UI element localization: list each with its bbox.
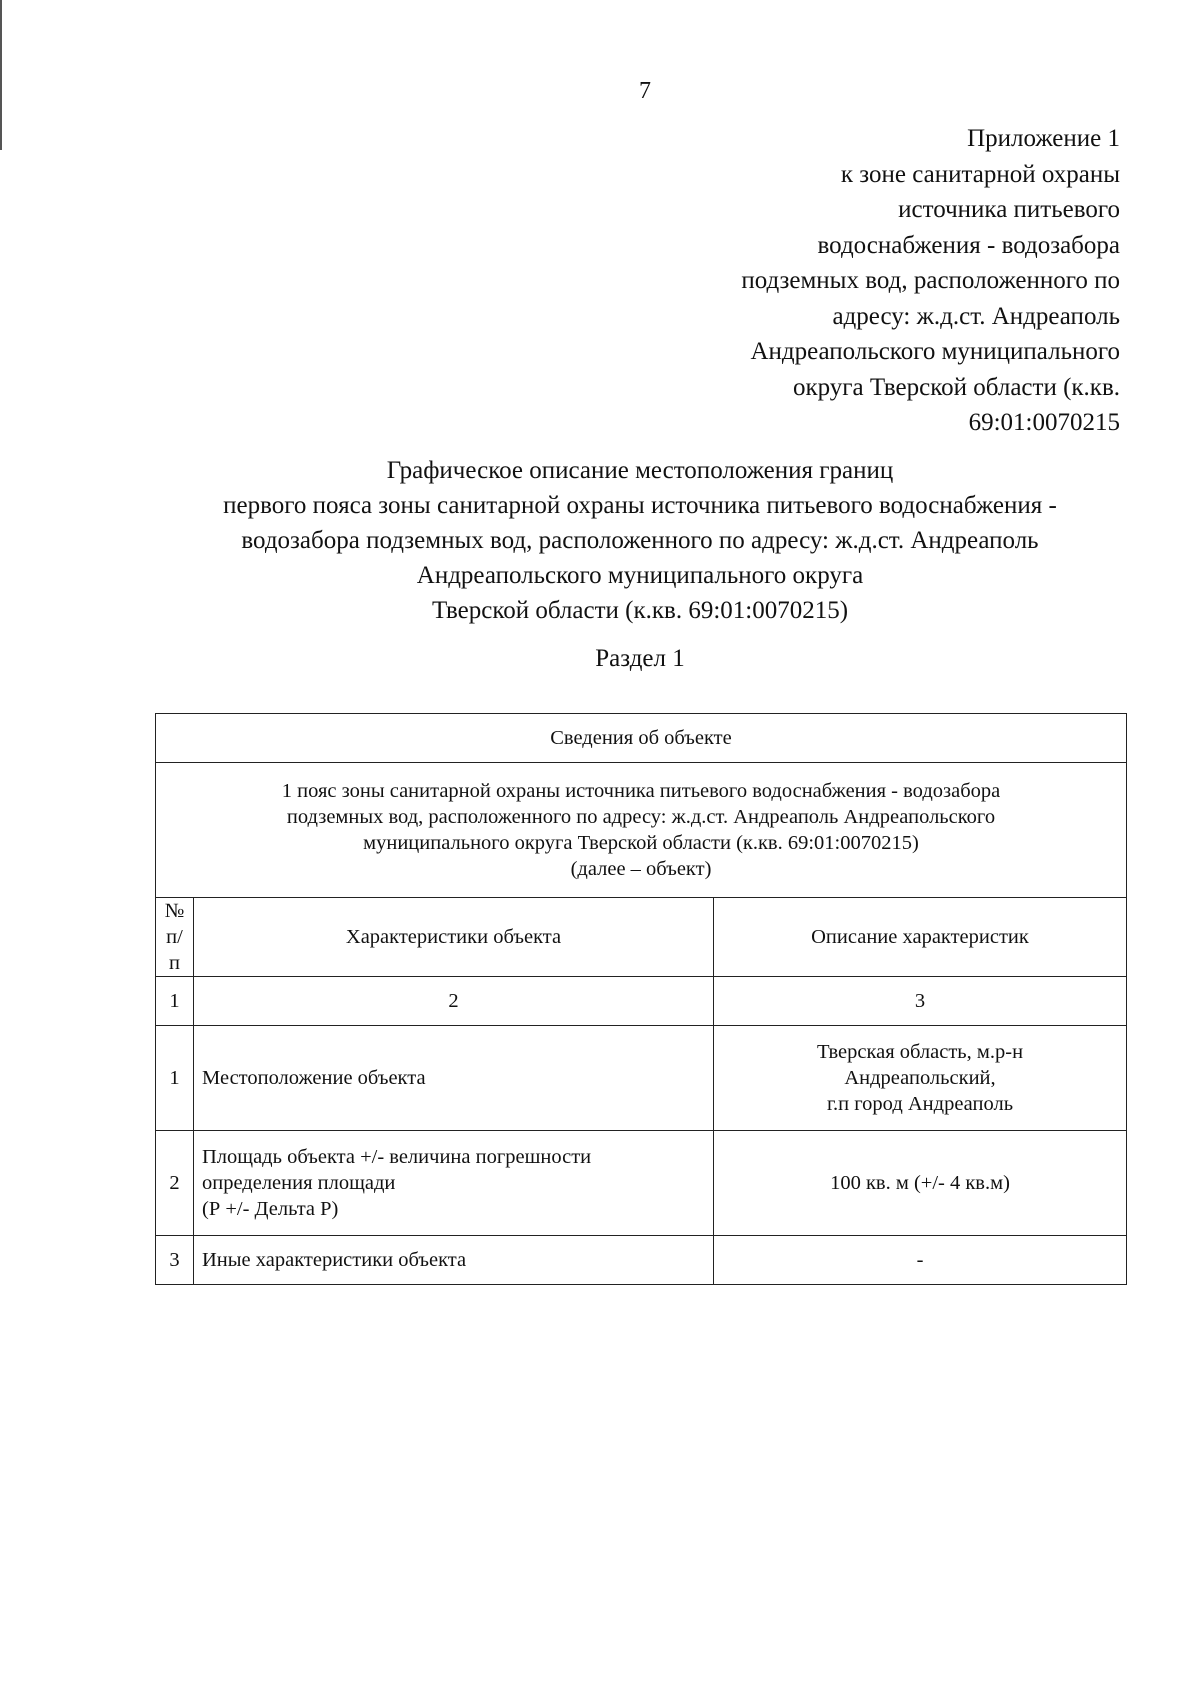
object-description-line: (далее – объект)	[570, 858, 712, 880]
row-characteristic	[194, 1131, 714, 1236]
col-number: 1	[156, 977, 194, 1026]
appendix-line: округа Тверской области (к.кв.	[792, 373, 1120, 401]
col-header-num-line2: п/п	[166, 926, 183, 974]
row-description-line: 100 кв. м (+/- 4 кв.м)	[830, 1172, 1010, 1194]
table-row	[156, 1026, 1127, 1131]
col-number: 2	[194, 977, 714, 1026]
appendix-line: адресу: ж.д.ст. Андреаполь	[832, 302, 1120, 330]
title-line: первого пояса зоны санитарной охраны источника питьевого водоснабжения -	[223, 492, 1057, 519]
appendix-line: Приложение 1	[967, 125, 1120, 152]
row-characteristic-line: Иные характеристики объекта	[202, 1249, 467, 1271]
col-header-description: Описание характеристик	[714, 898, 1127, 977]
row-description	[714, 1131, 1127, 1236]
appendix-line: 69:01:0070215	[968, 409, 1120, 436]
row-characteristic	[194, 1026, 714, 1131]
title-line: Андреапольского муниципального округа	[416, 562, 864, 589]
table-row	[156, 1236, 1127, 1285]
appendix-line: подземных вод, расположенного по	[741, 267, 1120, 294]
object-header-cell: Сведения об объекте	[156, 714, 1127, 763]
page-number: 7	[639, 78, 651, 104]
row-num: 1	[156, 1026, 194, 1131]
title-line: водозабора подземных вод, расположенного по адресу: ж.д.ст. Андреаполь	[241, 527, 1039, 554]
row-description-line: -	[916, 1249, 924, 1271]
appendix-line: источника питьевого	[898, 196, 1120, 223]
row-description	[714, 1236, 1127, 1285]
document-title	[140, 453, 1140, 628]
section-label: Раздел 1	[595, 645, 685, 672]
row-characteristic-line: Площадь объекта +/- величина погрешности	[202, 1146, 592, 1168]
appendix-line: водоснабжения - водозабора	[817, 231, 1120, 259]
row-description-line: Тверская область, м.р-н	[816, 1041, 1024, 1063]
row-num: 2	[156, 1131, 194, 1236]
table-row	[156, 1131, 1127, 1236]
col-header-characteristics: Характеристики объекта	[194, 898, 714, 977]
col-header-num	[156, 898, 194, 977]
appendix-line: к зоне санитарной охраны	[840, 160, 1120, 188]
row-description	[714, 1026, 1127, 1131]
row-characteristic-line: (Р +/- Дельта Р)	[202, 1198, 339, 1220]
object-info-table	[155, 713, 1127, 1285]
object-description-line: 1 пояс зоны санитарной охраны источника питьевого водоснабжения - водозабора	[281, 780, 1001, 802]
title-line: Графическое описание местоположения границ	[386, 457, 894, 484]
col-header-num-line1: №	[164, 900, 185, 922]
row-description-line: г.п город Андреаполь	[826, 1093, 1014, 1115]
scan-edge-line	[0, 0, 2, 150]
object-description-line: муниципального округа Тверской области (к.кв. 69:01:0070215)	[363, 832, 919, 854]
title-line: Тверской области (к.кв. 69:01:0070215)	[431, 597, 849, 624]
object-description-line: подземных вод, расположенного по адресу: ж.д.ст. Андреаполь Андреапольского	[286, 806, 996, 828]
row-characteristic-line: определения площади	[202, 1172, 396, 1194]
row-num: 3	[156, 1236, 194, 1285]
appendix-line: Андреапольского муниципального	[750, 338, 1120, 365]
row-characteristic-line: Местоположение объекта	[202, 1067, 426, 1089]
col-number: 3	[714, 977, 1127, 1026]
row-characteristic	[194, 1236, 714, 1285]
object-description-cell	[156, 763, 1127, 898]
appendix-note	[600, 121, 1120, 441]
row-description-line: Андреапольский,	[844, 1067, 996, 1089]
